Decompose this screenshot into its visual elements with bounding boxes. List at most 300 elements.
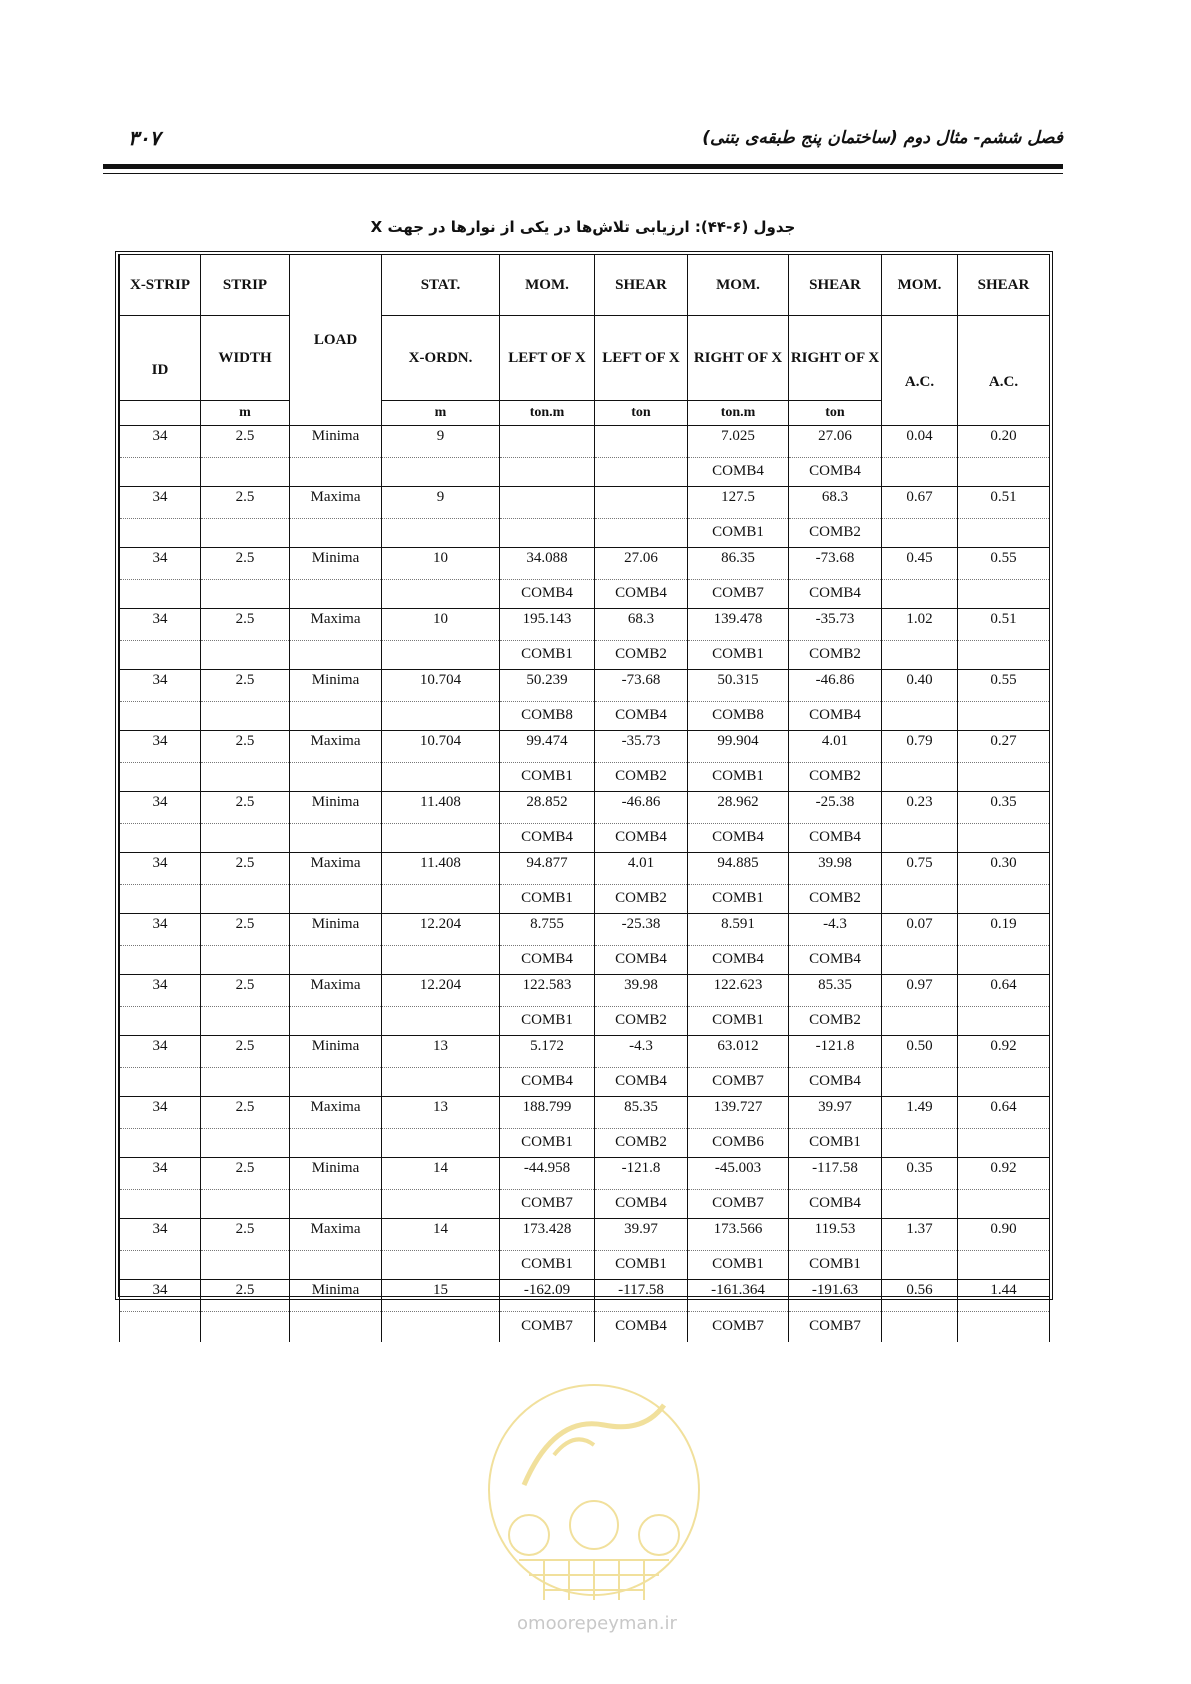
cell-empty [201,945,290,975]
cell-empty [201,1006,290,1036]
cell-mom-left: 188.799 [500,1097,595,1129]
table-row-combo [120,1250,1050,1280]
publisher-seal [484,1375,704,1625]
cell-empty [290,640,382,670]
cell-shear-left [595,426,688,458]
cell-mom-left: 99.474 [500,731,595,763]
cell-width: 2.5 [201,548,290,580]
cell-empty [958,1128,1050,1158]
cell-c-shear-right: COMB2 [789,884,882,914]
cell-load: Maxima [290,853,382,885]
cell-shear-left: 39.97 [595,1219,688,1251]
cell-c-shear-left: COMB2 [595,884,688,914]
cell-width: 2.5 [201,670,290,702]
cell-empty [120,1250,201,1280]
cell-mom-right: 28.962 [688,792,789,824]
cell-shear-ac: 0.51 [958,487,1050,519]
cell-empty [382,579,500,609]
cell-load: Minima [290,914,382,946]
cell-mom-left: 122.583 [500,975,595,1007]
cell-width: 2.5 [201,975,290,1007]
cell-id: 34 [120,609,201,641]
cell-shear-left: 85.35 [595,1097,688,1129]
cell-mom-left: 94.877 [500,853,595,885]
cell-empty [290,823,382,853]
table-frame [115,251,1053,1334]
cell-empty [120,1006,201,1036]
cell-empty [120,457,201,487]
cell-c-shear-right: COMB4 [789,945,882,975]
cell-shear-left: 68.3 [595,609,688,641]
cell-empty [290,1189,382,1219]
table-body [120,426,1050,1342]
table-row-combo [120,823,1050,853]
cell-width: 2.5 [201,487,290,519]
cell-x: 10.704 [382,670,500,702]
header-left-of-x-shear: LEFT OF X [595,316,688,401]
cell-x: 9 [382,487,500,519]
cell-shear-right: 119.53 [789,1219,882,1251]
cell-mom-left: 5.172 [500,1036,595,1068]
cell-shear-right: 4.01 [789,731,882,763]
cell-mom-ac: 0.23 [882,792,958,824]
cell-shear-ac: 0.55 [958,548,1050,580]
cell-mom-ac: 0.67 [882,487,958,519]
cell-c-shear-right: COMB1 [789,1250,882,1280]
cell-mom-ac: 0.07 [882,914,958,946]
header-width: WIDTH [201,316,290,401]
cell-empty [201,762,290,792]
cell-x: 13 [382,1036,500,1068]
cell-x: 14 [382,1219,500,1251]
cell-c-shear-left: COMB4 [595,701,688,731]
cell-c-shear-right: COMB2 [789,1006,882,1036]
cell-empty [382,945,500,975]
cell-id: 34 [120,487,201,519]
cell-load: Minima [290,548,382,580]
cell-shear-right: -25.38 [789,792,882,824]
cell-c-shear-left: COMB4 [595,579,688,609]
cell-shear-left: -35.73 [595,731,688,763]
cell-empty [958,518,1050,548]
unit-shear-right: ton [789,401,882,426]
cell-c-shear-left: COMB4 [595,823,688,853]
cell-c-mom-right: COMB7 [688,1189,789,1219]
table-caption: جدول (۶-۴۴): ارزیابی تلاش‌ها در یکی از نوارها در جهت X [370,218,796,236]
header-id: ID [120,316,201,401]
cell-empty [882,1250,958,1280]
cell-width: 2.5 [201,731,290,763]
cell-mom-right: 173.566 [688,1219,789,1251]
cell-empty [290,1006,382,1036]
header-x-ordn: X-ORDN. [382,316,500,401]
cell-c-shear-right: COMB2 [789,640,882,670]
header-shear-right: SHEAR [789,255,882,316]
cell-load: Minima [290,1280,382,1312]
cell-empty [201,701,290,731]
cell-empty [382,518,500,548]
cell-mom-right: 7.025 [688,426,789,458]
cell-mom-right: 122.623 [688,975,789,1007]
cell-c-shear-right: COMB4 [789,457,882,487]
cell-empty [958,1006,1050,1036]
cell-mom-left: 34.088 [500,548,595,580]
table-row [120,426,1050,458]
cell-empty [958,1250,1050,1280]
cell-empty [290,457,382,487]
cell-load: Maxima [290,609,382,641]
chapter-title: فصل ششم- مثال دوم (ساختمان پنج طبقه‌ی بتنی) [702,128,1063,148]
table-row [120,548,1050,580]
cell-x: 9 [382,426,500,458]
unit-mom-right: ton.m [688,401,789,426]
unit-shear-left: ton [595,401,688,426]
cell-empty [382,1128,500,1158]
cell-x: 15 [382,1280,500,1312]
table-row [120,1219,1050,1251]
cell-c-mom-right: COMB1 [688,1006,789,1036]
cell-empty [882,640,958,670]
cell-empty [290,1311,382,1342]
table-row-combo [120,1128,1050,1158]
cell-c-shear-right: COMB4 [789,823,882,853]
cell-c-shear-right: COMB4 [789,1189,882,1219]
cell-empty [958,762,1050,792]
cell-mom-ac: 0.04 [882,426,958,458]
cell-empty [201,579,290,609]
cell-shear-left: -25.38 [595,914,688,946]
cell-shear-ac: 0.92 [958,1036,1050,1068]
cell-width: 2.5 [201,1036,290,1068]
cell-shear-left: 27.06 [595,548,688,580]
cell-x: 10 [382,609,500,641]
cell-mom-left: -44.958 [500,1158,595,1190]
cell-id: 34 [120,1280,201,1312]
cell-empty [120,1128,201,1158]
watermark-site: omoorepeyman.ir [517,1613,677,1634]
cell-empty [882,1067,958,1097]
cell-c-shear-left: COMB4 [595,1311,688,1342]
table-row-combo [120,1006,1050,1036]
cell-c-mom-right: COMB8 [688,701,789,731]
cell-c-shear-right: COMB4 [789,1067,882,1097]
cell-mom-left [500,426,595,458]
cell-shear-right: -117.58 [789,1158,882,1190]
cell-empty [882,518,958,548]
header-right-of-x-shear: RIGHT OF X [789,316,882,401]
header-x-strip: X-STRIP [120,255,201,316]
cell-id: 34 [120,975,201,1007]
cell-id: 34 [120,731,201,763]
cell-mom-ac: 0.35 [882,1158,958,1190]
cell-id: 34 [120,914,201,946]
cell-empty [958,1311,1050,1342]
cell-empty [882,945,958,975]
cell-empty [120,884,201,914]
cell-empty [290,518,382,548]
cell-shear-ac: 0.55 [958,670,1050,702]
table-row [120,853,1050,885]
cell-empty [882,579,958,609]
cell-empty [882,1189,958,1219]
cell-mom-right: 86.35 [688,548,789,580]
cell-mom-left: 195.143 [500,609,595,641]
cell-x: 11.408 [382,853,500,885]
table-row [120,670,1050,702]
cell-c-mom-right: COMB1 [688,884,789,914]
cell-shear-right: -4.3 [789,914,882,946]
cell-id: 34 [120,1036,201,1068]
cell-mom-right: 8.591 [688,914,789,946]
cell-empty [958,457,1050,487]
cell-empty [958,579,1050,609]
cell-shear-left: -46.86 [595,792,688,824]
cell-empty [958,701,1050,731]
cell-mom-right: 139.478 [688,609,789,641]
cell-shear-right: 27.06 [789,426,882,458]
cell-shear-right: 85.35 [789,975,882,1007]
cell-id: 34 [120,853,201,885]
cell-load: Maxima [290,487,382,519]
cell-c-mom-right: COMB6 [688,1128,789,1158]
cell-shear-left: -117.58 [595,1280,688,1312]
cell-id: 34 [120,1097,201,1129]
cell-empty [958,640,1050,670]
cell-width: 2.5 [201,1280,290,1312]
cell-shear-ac: 0.51 [958,609,1050,641]
cell-shear-ac: 0.30 [958,853,1050,885]
cell-empty [201,1128,290,1158]
cell-shear-right: -73.68 [789,548,882,580]
cell-width: 2.5 [201,792,290,824]
cell-shear-right: -46.86 [789,670,882,702]
cell-mom-right: 139.727 [688,1097,789,1129]
cell-empty [290,1067,382,1097]
cell-x: 12.204 [382,975,500,1007]
cell-mom-ac: 0.79 [882,731,958,763]
cell-x: 12.204 [382,914,500,946]
cell-load: Minima [290,1158,382,1190]
cell-shear-right: -121.8 [789,1036,882,1068]
cell-mom-right: -45.003 [688,1158,789,1190]
cell-empty [958,823,1050,853]
cell-empty [958,884,1050,914]
cell-c-mom-left: COMB1 [500,1006,595,1036]
cell-id: 34 [120,670,201,702]
cell-mom-right: 63.012 [688,1036,789,1068]
cell-width: 2.5 [201,1158,290,1190]
cell-mom-left: -162.09 [500,1280,595,1312]
cell-c-shear-right: COMB4 [789,701,882,731]
cell-empty [201,1250,290,1280]
cell-mom-left [500,487,595,519]
page-number: ۳۰۷ [128,126,161,150]
cell-shear-left: 4.01 [595,853,688,885]
cell-empty [882,701,958,731]
cell-c-mom-left: COMB7 [500,1189,595,1219]
cell-mom-ac: 0.75 [882,853,958,885]
cell-empty [201,1189,290,1219]
cell-c-shear-left [595,518,688,548]
cell-c-shear-left [595,457,688,487]
cell-shear-right: 39.98 [789,853,882,885]
cell-empty [201,640,290,670]
cell-empty [382,823,500,853]
cell-empty [882,762,958,792]
cell-empty [290,945,382,975]
cell-width: 2.5 [201,914,290,946]
cell-width: 2.5 [201,1219,290,1251]
cell-mom-left: 173.428 [500,1219,595,1251]
header-ac-mom: A.C. [882,316,958,426]
cell-load: Maxima [290,1219,382,1251]
cell-c-mom-right: COMB4 [688,823,789,853]
cell-empty [382,1006,500,1036]
cell-shear-ac: 0.92 [958,1158,1050,1190]
cell-shear-left: -121.8 [595,1158,688,1190]
cell-c-mom-left: COMB4 [500,823,595,853]
cell-load: Minima [290,1036,382,1068]
header-rule-thick [103,164,1063,169]
header-right-of-x-mom: RIGHT OF X [688,316,789,401]
cell-c-mom-left [500,457,595,487]
cell-shear-ac: 0.19 [958,914,1050,946]
cell-mom-ac: 0.50 [882,1036,958,1068]
table-row-combo [120,1311,1050,1342]
cell-empty [882,823,958,853]
cell-width: 2.5 [201,426,290,458]
cell-c-mom-left: COMB1 [500,640,595,670]
header-load: LOAD [290,255,382,426]
cell-c-shear-right: COMB7 [789,1311,882,1342]
header-shear-left: SHEAR [595,255,688,316]
cell-id: 34 [120,792,201,824]
table-row [120,487,1050,519]
cell-c-shear-right: COMB2 [789,762,882,792]
cell-id: 34 [120,426,201,458]
cell-empty [382,762,500,792]
unit-id [120,401,201,426]
header-mom-left: MOM. [500,255,595,316]
cell-c-mom-left: COMB4 [500,579,595,609]
table-row [120,914,1050,946]
cell-c-shear-left: COMB2 [595,1128,688,1158]
cell-x: 10.704 [382,731,500,763]
cell-shear-left [595,487,688,519]
cell-c-shear-left: COMB4 [595,1067,688,1097]
table-row [120,1097,1050,1129]
cell-c-shear-right: COMB1 [789,1128,882,1158]
cell-empty [290,762,382,792]
table-row-combo [120,579,1050,609]
table-row-combo [120,701,1050,731]
cell-c-mom-right: COMB1 [688,640,789,670]
cell-mom-right: 99.904 [688,731,789,763]
cell-c-mom-right: COMB4 [688,457,789,487]
cell-empty [382,701,500,731]
cell-empty [382,1189,500,1219]
cell-c-mom-left: COMB1 [500,1128,595,1158]
cell-empty [120,640,201,670]
cell-empty [201,1311,290,1342]
cell-empty [882,1311,958,1342]
cell-shear-ac: 0.64 [958,1097,1050,1129]
cell-shear-right: 68.3 [789,487,882,519]
table-row-combo [120,518,1050,548]
cell-c-shear-left: COMB4 [595,945,688,975]
cell-shear-right: -191.63 [789,1280,882,1312]
cell-mom-right: 50.315 [688,670,789,702]
header-mom-right: MOM. [688,255,789,316]
cell-c-shear-left: COMB2 [595,640,688,670]
cell-empty [882,1128,958,1158]
cell-shear-ac: 1.44 [958,1280,1050,1312]
cell-c-mom-left [500,518,595,548]
cell-shear-right: -35.73 [789,609,882,641]
cell-empty [120,701,201,731]
cell-empty [290,884,382,914]
cell-c-shear-left: COMB2 [595,762,688,792]
cell-load: Minima [290,670,382,702]
cell-c-mom-right: COMB1 [688,518,789,548]
table-row [120,609,1050,641]
table-row-combo [120,1189,1050,1219]
cell-shear-left: 39.98 [595,975,688,1007]
table-row-combo [120,1067,1050,1097]
table-row-combo [120,457,1050,487]
cell-mom-ac: 0.45 [882,548,958,580]
table-row-combo [120,762,1050,792]
table-row [120,975,1050,1007]
cell-id: 34 [120,1219,201,1251]
cell-x: 14 [382,1158,500,1190]
cell-empty [382,640,500,670]
cell-empty [120,762,201,792]
cell-mom-ac: 0.40 [882,670,958,702]
cell-load: Maxima [290,731,382,763]
cell-mom-ac: 1.49 [882,1097,958,1129]
cell-shear-ac: 0.27 [958,731,1050,763]
cell-c-mom-right: COMB1 [688,762,789,792]
cell-mom-right: 94.885 [688,853,789,885]
cell-empty [958,945,1050,975]
cell-empty [201,884,290,914]
cell-empty [958,1189,1050,1219]
table-row [120,1036,1050,1068]
cell-empty [120,1189,201,1219]
cell-id: 34 [120,548,201,580]
cell-empty [201,518,290,548]
cell-shear-ac: 0.20 [958,426,1050,458]
cell-empty [201,823,290,853]
cell-width: 2.5 [201,1097,290,1129]
table-row-combo [120,884,1050,914]
cell-mom-right: -161.364 [688,1280,789,1312]
cell-load: Minima [290,792,382,824]
cell-c-mom-right: COMB4 [688,945,789,975]
cell-c-mom-left: COMB7 [500,1311,595,1342]
unit-mom-left: ton.m [500,401,595,426]
cell-mom-left: 8.755 [500,914,595,946]
cell-empty [382,884,500,914]
cell-empty [120,579,201,609]
cell-empty [382,1250,500,1280]
cell-c-mom-left: COMB8 [500,701,595,731]
header-shear-ac: SHEAR [958,255,1050,316]
table-row-combo [120,640,1050,670]
cell-c-mom-left: COMB1 [500,884,595,914]
cell-mom-ac: 1.37 [882,1219,958,1251]
